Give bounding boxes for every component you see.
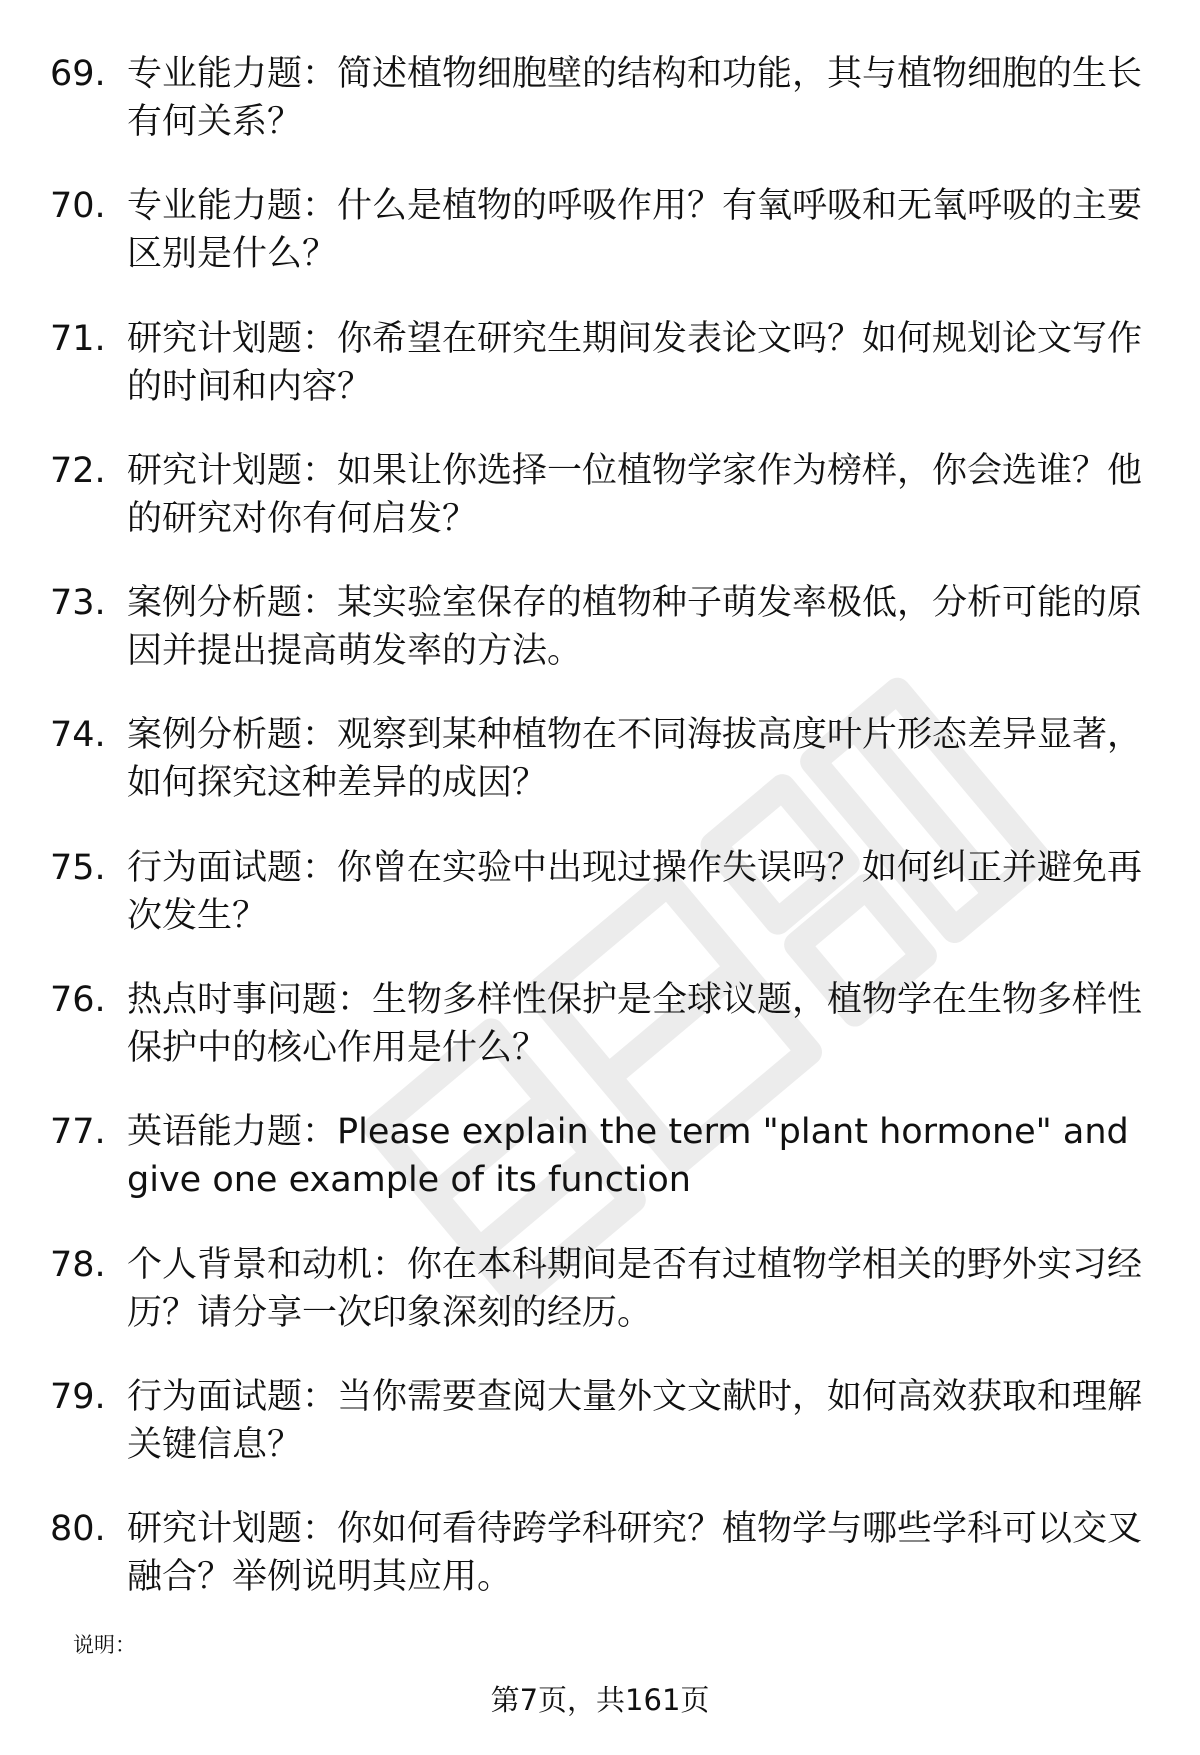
question-number: 77. (50, 1112, 106, 1153)
question-item (0, 711, 1200, 843)
question-item (0, 1373, 1200, 1505)
question-item (0, 182, 1200, 314)
question-item (0, 1241, 1200, 1373)
question-text: 热点时事问题：生物多样性保护是全球议题，植物学在生物多样性保护中的核心作用是什么？ (127, 980, 1143, 1069)
question-number: 71. (50, 318, 106, 359)
question-text: 专业能力题：简述植物细胞壁的结构和功能，其与植物细胞的生长有何关系？ (127, 54, 1143, 142)
question-number: 74. (50, 715, 106, 756)
question-text: 专业能力题：什么是植物的呼吸作用？有氧呼吸和无氧呼吸的主要区别是什么？ (127, 186, 1143, 275)
question-text: 英语能力题：Please explain the term "plant hormone" and give one example of its function (127, 1112, 1129, 1201)
question-list (0, 50, 1200, 1638)
question-item (0, 447, 1200, 579)
question-number: 78. (50, 1244, 106, 1285)
question-text: 案例分析题：某实验室保存的植物种子萌发率极低，分析可能的原因并提出提高萌发率的方法。 (127, 583, 1143, 672)
page-footer: 第7页，共161页 (490, 1683, 710, 1717)
question-text: 案例分析题：观察到某种植物在不同海拔高度叶片形态差异显著，如何探究这种差异的成因？ (127, 715, 1143, 804)
question-number: 79. (50, 1376, 106, 1417)
question-number: 75. (50, 847, 106, 888)
question-text: 行为面试题：当你需要查阅大量外文文献时，如何高效获取和理解关键信息？ (127, 1376, 1143, 1465)
note-label: 说明： (73, 1633, 136, 1657)
question-number: 72. (50, 450, 106, 491)
question-item (0, 844, 1200, 976)
question-number: 70. (50, 186, 106, 227)
question-item (0, 976, 1200, 1108)
question-item (0, 1108, 1200, 1240)
question-text: 研究计划题：你希望在研究生期间发表论文吗？如何规划论文写作的时间和内容？ (127, 318, 1143, 407)
question-number: 69. (50, 54, 106, 94)
question-item (0, 1505, 1200, 1637)
question-number: 80. (50, 1509, 106, 1550)
question-item (0, 50, 1200, 182)
question-text: 研究计划题：如果让你选择一位植物学家作为榜样，你会选谁？他的研究对你有何启发？ (127, 450, 1143, 539)
question-text: 行为面试题：你曾在实验中出现过操作失误吗？如何纠正并避免再次发生？ (127, 847, 1143, 936)
question-text: 研究计划题：你如何看待跨学科研究？植物学与哪些学科可以交叉融合？举例说明其应用。 (127, 1509, 1143, 1598)
question-text: 个人背景和动机：你在本科期间是否有过植物学相关的野外实习经历？请分享一次印象深刻的经历。 (127, 1244, 1143, 1333)
question-item (0, 315, 1200, 447)
question-item (0, 579, 1200, 711)
question-number: 73. (50, 583, 106, 624)
question-number: 76. (50, 980, 106, 1021)
